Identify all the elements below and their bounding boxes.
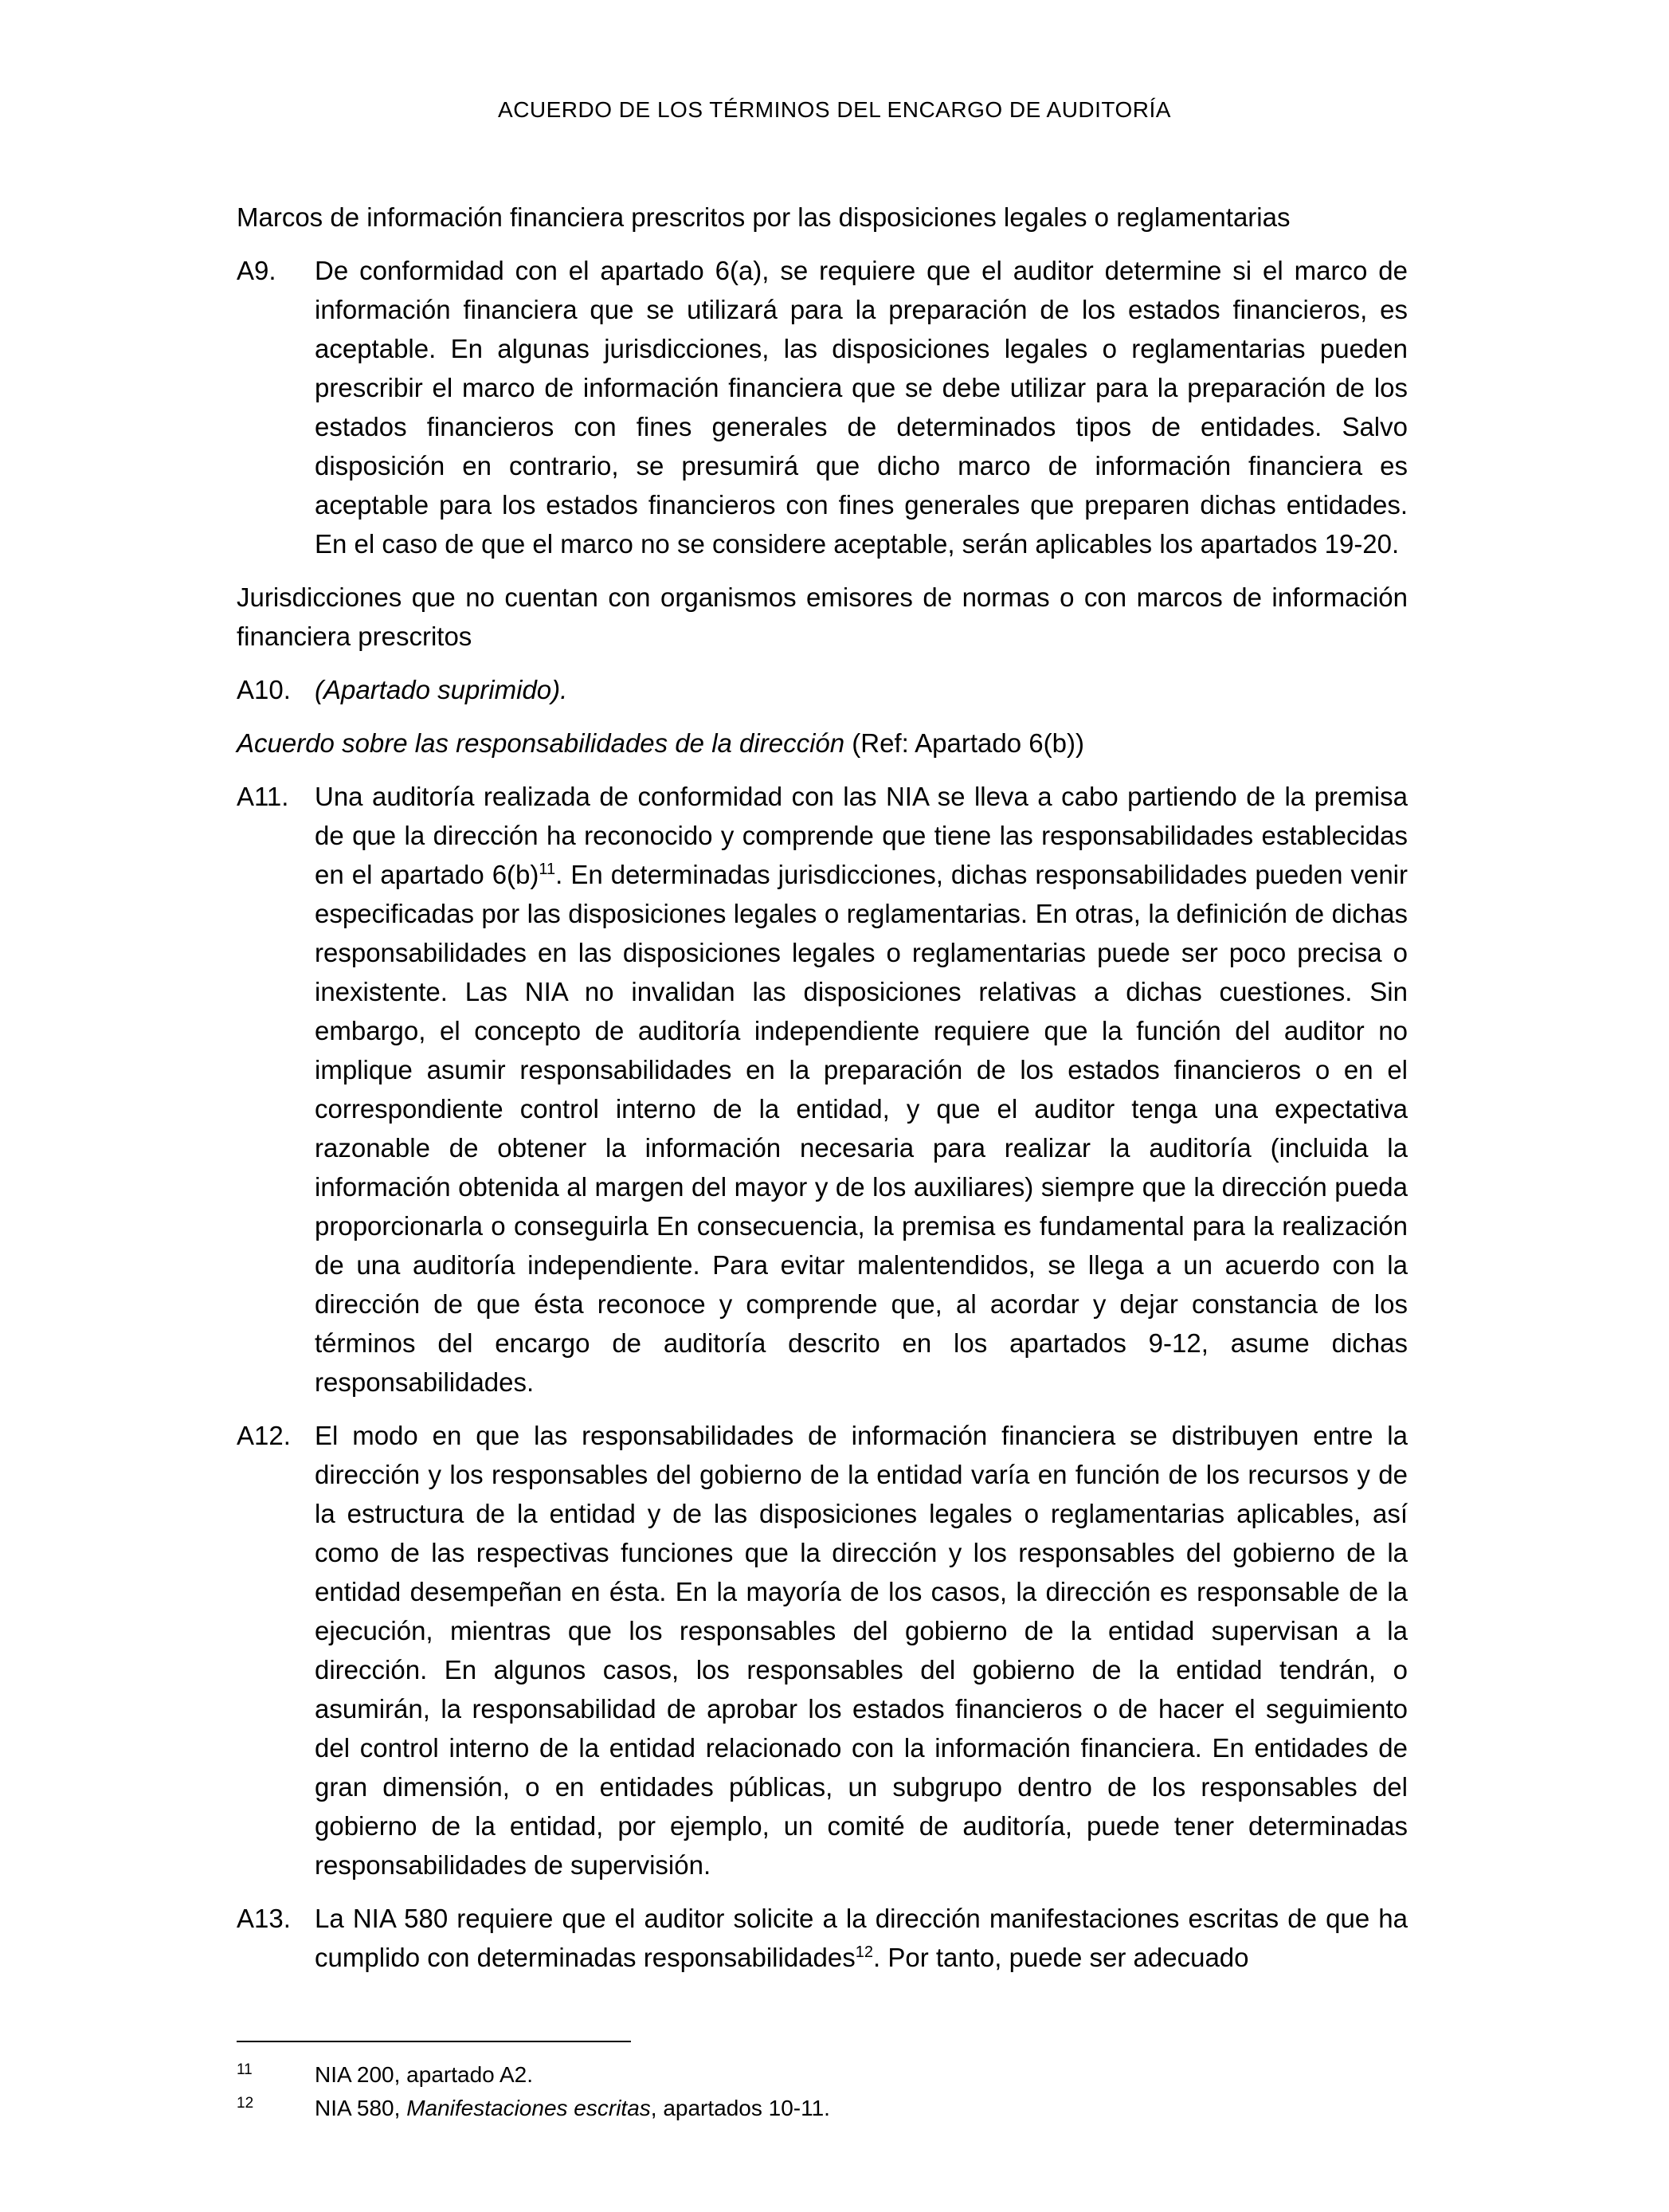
paragraph-text	[315, 1899, 1408, 1977]
paragraph-text: (Apartado suprimido).	[315, 675, 568, 704]
footnote-12	[237, 2092, 1408, 2125]
paragraph-number: A13.	[237, 1904, 291, 1933]
paragraph-text-before: La NIA 580 requiere que el auditor solicite a la dirección manifestaciones escritas de que ha cumplido con determinadas responsabilidades	[315, 1904, 1408, 1972]
paragraph-number: A11.	[237, 782, 289, 811]
paragraph-number: A10.	[237, 675, 291, 704]
section-title-jurisdictions: Jurisdicciones que no cuentan con organismos emisores de normas o con marcos de información financiera prescritos	[237, 582, 1408, 651]
paragraph-text-after: . Por tanto, puede ser adecuado	[873, 1943, 1249, 1972]
footnote-separator	[237, 2041, 631, 2042]
paragraph-a10	[237, 670, 1408, 709]
paragraph-text-before: Una auditoría realizada de conformidad con las NIA se lleva a cabo partiendo de la premisa de que la dirección ha reconocido y comprende que tiene las responsabilidades establecidas en el apartado 6(b)	[315, 782, 1408, 889]
page-header: ACUERDO DE LOS TÉRMINOS DEL ENCARGO DE AUDITORÍA	[498, 97, 1171, 122]
paragraph-text	[315, 777, 1408, 1402]
section-title-management-responsibilities	[237, 724, 1408, 763]
paragraph-a12	[237, 1416, 1408, 1885]
section-title-reference: (Ref: Apartado 6(b))	[844, 728, 1084, 758]
footnote-text	[315, 2092, 830, 2125]
paragraph-text: El modo en que las responsabilidades de información financiera se distribuyen entre la dirección y los responsables del gobierno de la entidad varía en función de los recursos y de la estructura de la entidad y de las disposiciones legales o reglamentarias aplicables, así como de las respectivas funciones que la dirección y los responsables del gobierno de la entidad desempeñan en ésta. En la mayoría de los casos, la dirección es responsable de la ejecución, mientras que los responsables del gobierno de la entidad supervisan a la dirección. En algunos casos, los responsables del gobierno de la entidad tendrán, o asumirán, la responsabilidad de aprobar los estados financieros o de hacer el seguimiento del control interno de la entidad relacionado con la información financiera. En entidades de gran dimensión, o en entidades públicas, un subgrupo dentro de los responsables del gobierno de la entidad, por ejemplo, un comité de auditoría, puede tener determinadas responsabilidades de supervisión.	[315, 1421, 1408, 1880]
paragraph-text-after: . En determinadas jurisdicciones, dichas responsabilidades pueden venir especificadas por las disposiciones legales o reglamentarias. En otras, la definición de dichas responsabilidades en las disposiciones legales o reglamentarias puede ser poco precisa o inexistente. Las NIA no invalidan las disposiciones relativas a dichas cuestiones. Sin embargo, el concepto de auditoría independiente requiere que la función del auditor no implique asumir responsabilidades en la preparación de los estados financieros o en el correspondiente control interno de la entidad, y que el auditor tenga una expectativa razonable de obtener la información necesaria para realizar la auditoría (incluida la información obtenida al margen del mayor y de los auxiliares) siempre que la dirección pueda proporcionarla o conseguirla En consecuencia, la premisa es fundamental para la realización de una auditoría independiente. Para evitar malentendidos, se llega a un acuerdo con la dirección de que ésta reconoce y comprende que, al acordar y dejar constancia de los términos del encargo de auditoría descrito en los apartados 9-12, asume dichas responsabilidades.	[315, 860, 1408, 1397]
footnote-11	[237, 2058, 1408, 2092]
paragraph-number: A12.	[237, 1421, 291, 1450]
paragraph-text: De conformidad con el apartado 6(a), se requiere que el auditor determine si el marco de información financiera que se utilizará para la preparación de los estados financieros, es aceptable. En algunas jurisdicciones, las disposiciones legales o reglamentarias pueden prescribir el marco de información financiera que se debe utilizar para la preparación de los estados financieros con fines generales de determinados tipos de entidades. Salvo disposición en contrario, se presumirá que dicho marco de información financiera es aceptable para los estados financieros con fines generales que preparen dichas entidades. En el caso de que el marco no se considere aceptable, serán aplicables los apartados 19-20.	[315, 256, 1408, 559]
footnote-text-before: NIA 580,	[315, 2096, 407, 2120]
paragraph-a9	[237, 251, 1408, 563]
footnote-text-italic: Manifestaciones escritas	[406, 2096, 651, 2120]
paragraph-a11	[237, 777, 1408, 1402]
paragraph-number: A9.	[237, 256, 276, 285]
section-title-prescribed-frameworks: Marcos de información financiera prescritos por las disposiciones legales o reglamentarias	[237, 202, 1291, 232]
footnotes	[237, 2058, 1408, 2125]
footnote-reference-11[interactable]: 11	[539, 861, 556, 878]
footnote-reference-12[interactable]: 12	[855, 1943, 873, 1961]
paragraph-a13	[237, 1899, 1408, 1977]
footnote-number: 11	[237, 2061, 253, 2078]
section-title-italic: Acuerdo sobre las responsabilidades de la dirección	[237, 728, 845, 758]
footnote-text: NIA 200, apartado A2.	[315, 2062, 533, 2087]
document-body	[237, 198, 1408, 1991]
footnote-number: 12	[237, 2095, 254, 2112]
footnote-text-after: , apartados 10-11.	[650, 2096, 830, 2120]
